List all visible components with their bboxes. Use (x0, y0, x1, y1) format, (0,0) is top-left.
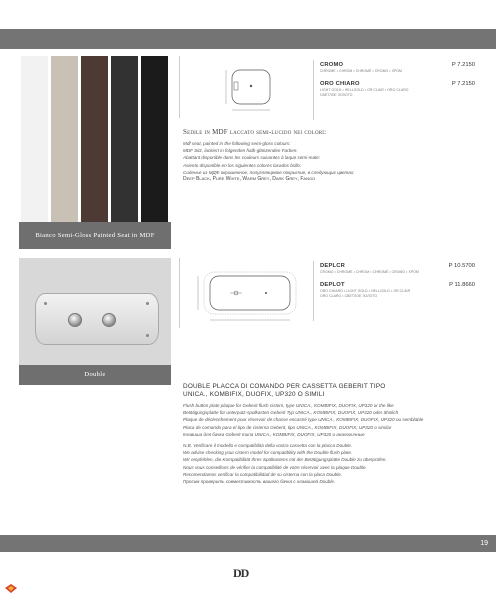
product2-title: DOUBLE PLACCA DI COMANDO PER CASSETTA GEBERIT TIPO (183, 383, 386, 390)
technical-drawing-seat (179, 56, 307, 118)
technical-drawing-double (179, 258, 307, 328)
note-line: We advise checking your cistern model for compatibility with the Double flush plate. (183, 450, 353, 456)
product1-description (183, 128, 483, 183)
desc-line: Abattant disponible dans les couleurs suivantes à laque semi-mate: (183, 155, 321, 161)
code-sub: СВЕТЛОЕ ЗОЛОТО (320, 93, 353, 97)
screw (146, 302, 149, 305)
code-sub: LIGHT GOLD • HELLGOLD • OR CLAIR • ORO CLARO (320, 88, 409, 92)
bottom-bar (0, 535, 496, 552)
product2-codes (313, 261, 480, 321)
color-swatches (19, 56, 171, 222)
code-sub: CHROME • CHROM • CHROMÉ • CROMO • ХРОМ (320, 69, 402, 73)
swatch-dark-grey (111, 56, 138, 222)
product2-title: UNICA., KOMBIFIX, DUOFIX, UP320 O SIMILI (183, 391, 325, 398)
note-line: Просим проверить совместимость вашего бачка с клавишей Double. (183, 479, 336, 485)
note-line: Recomendamos verificar la compatibilidad de su cisterna con la placa Double. (183, 471, 343, 477)
product1-codes (313, 60, 480, 120)
desc-line: Клавиша для бачка Geberit типа UNICA., KOMBIFIX, DUOFIX, UP320 и аналогичные (183, 431, 365, 437)
desc-line: Asiento disponible en los siguientes colores lacados brillo: (183, 162, 302, 168)
code-row: CROMO P 7.2150 (320, 62, 475, 68)
colors-line: Deep Black, Pure White, Warm Grey, Dark Grey, Fango (183, 176, 316, 183)
code-sub: ORO CHIARO • LIGHT GOLD • HELLGOLD • OR CLAIR (320, 289, 411, 293)
desc-line: Flush button plate plaque for Geberit flush cistern, type UNICA., KOMBIFIX, DUOFIX, UP320 or the like (183, 403, 394, 408)
code-row: DEPLOT P 11.8660 (320, 282, 475, 288)
note-line: N.B. Verificare il modello e compatibilità della vostra cassetta con la placca Double. (183, 443, 353, 449)
flush-plate (35, 293, 159, 345)
page-number: 19 (480, 540, 488, 547)
swatch-warm-grey (51, 56, 78, 222)
ribbon-icon (4, 583, 18, 594)
screw (146, 334, 149, 337)
swatch-fango (81, 56, 108, 222)
product-photo-double (19, 258, 171, 365)
flush-button-right (102, 313, 116, 327)
desc-line: MDF Sitz, lackiert in folgenden halb-glänzenden Farben: (183, 148, 298, 154)
product2-description (183, 383, 483, 485)
desc-line: Plaque de déclenchement pour réservoir de chasse encastré type UNICA., KOMBIFIX, DUOFIX, UP320 ou semblable (183, 417, 424, 423)
swatch-white (21, 56, 48, 222)
desc-line: Betätigungsplatte für unterputz-spülkasten Geberit Typ UNICA., KOMBIFIX, DUOFIX, UP320 oder ähnlich (183, 410, 399, 416)
code-row: ORO CHIARO P 7.2150 (320, 81, 475, 87)
code-sub: CROMO • CHROME • CHROM • CHROMÉ • CROMO • ХРОМ (320, 270, 419, 274)
note-line: Nous vous conseillons de vérifier la compatibilité de votre réservoir avec la plaque Double. (183, 464, 367, 470)
desc-line: Placa de comando para el tipo de cisterna Geberit, tipo UNICA., KOMBIFIX, DUOFIX, UP320 o similar (183, 424, 392, 430)
desc-line: Сиденье из МДФ окрашенное, полуглянцевое покрытие, в следующих цветах: (183, 169, 355, 175)
swatches-caption: Bianco Semi-Gloss Painted Seat in MDF (19, 222, 171, 249)
product1-title: Sedile in MDF laccato semi-lucido nei colori: (183, 128, 327, 136)
code-sub: ORO CLARO • СВЕТЛОЕ ЗОЛОТО (320, 294, 378, 298)
plate-drawing-icon (180, 258, 308, 328)
swatch-black (141, 56, 168, 222)
code-row: DEPLCR P 10.5700 (320, 263, 475, 269)
screw (44, 302, 47, 305)
top-bar (0, 29, 496, 49)
note-line: Wir empfehlen, die Kompatibilität Ihres Spülkastens mit der Betätigungsplatte Double zu überprüfen. (183, 457, 387, 463)
flush-button-left (68, 313, 82, 327)
seat-drawing-icon (180, 56, 308, 118)
desc-line: Mdf seat, painted in the following semi-gloss colours: (183, 141, 291, 146)
double-caption: Double (19, 365, 171, 385)
brand-logo: DD (233, 566, 249, 580)
